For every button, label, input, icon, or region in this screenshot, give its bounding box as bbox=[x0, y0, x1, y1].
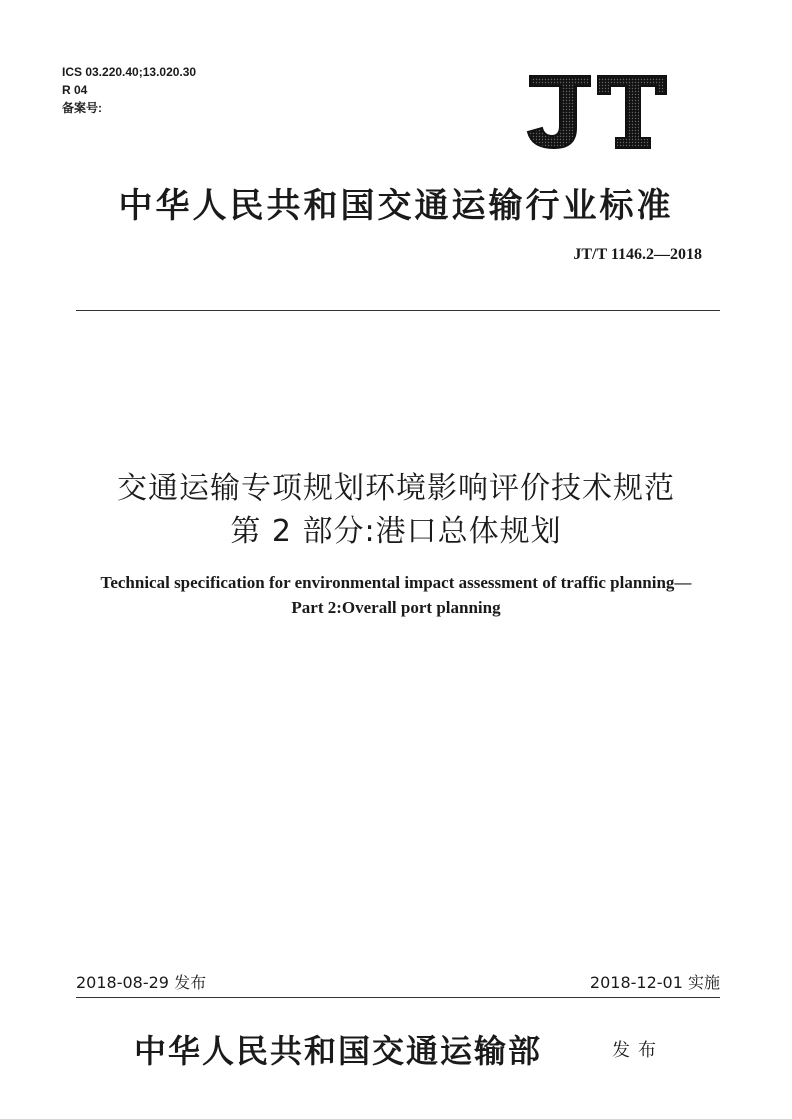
title-en-line2: Part 2:Overall port planning bbox=[291, 598, 501, 617]
title-en-line1: Technical specification for environmental impact assessment of traffic planning— bbox=[100, 573, 692, 592]
record-number-label: 备案号: bbox=[62, 101, 102, 115]
implement-date: 2018-12-01 实施 bbox=[589, 973, 720, 992]
title-cn-line2: 第 2 部分:港口总体规划 bbox=[230, 514, 562, 549]
footer-divider bbox=[76, 997, 720, 998]
header-divider bbox=[76, 310, 720, 311]
publish-date: 2018-08-29 发布 bbox=[76, 973, 207, 992]
standard-code: JT/T 1146.2—2018 bbox=[573, 246, 702, 263]
publish-label: 发布 bbox=[612, 1040, 664, 1061]
title-cn-line1: 交通运输专项规划环境影响评价技术规范 bbox=[117, 471, 675, 506]
classification-code: R 04 bbox=[62, 83, 88, 97]
ics-code: ICS 03.220.40;13.020.30 bbox=[62, 65, 197, 79]
issuing-department: 中华人民共和国交通运输部 bbox=[134, 1032, 543, 1070]
jt-logo bbox=[520, 72, 670, 152]
issuer-title: 中华人民共和国交通运输行业标准 bbox=[118, 186, 674, 226]
